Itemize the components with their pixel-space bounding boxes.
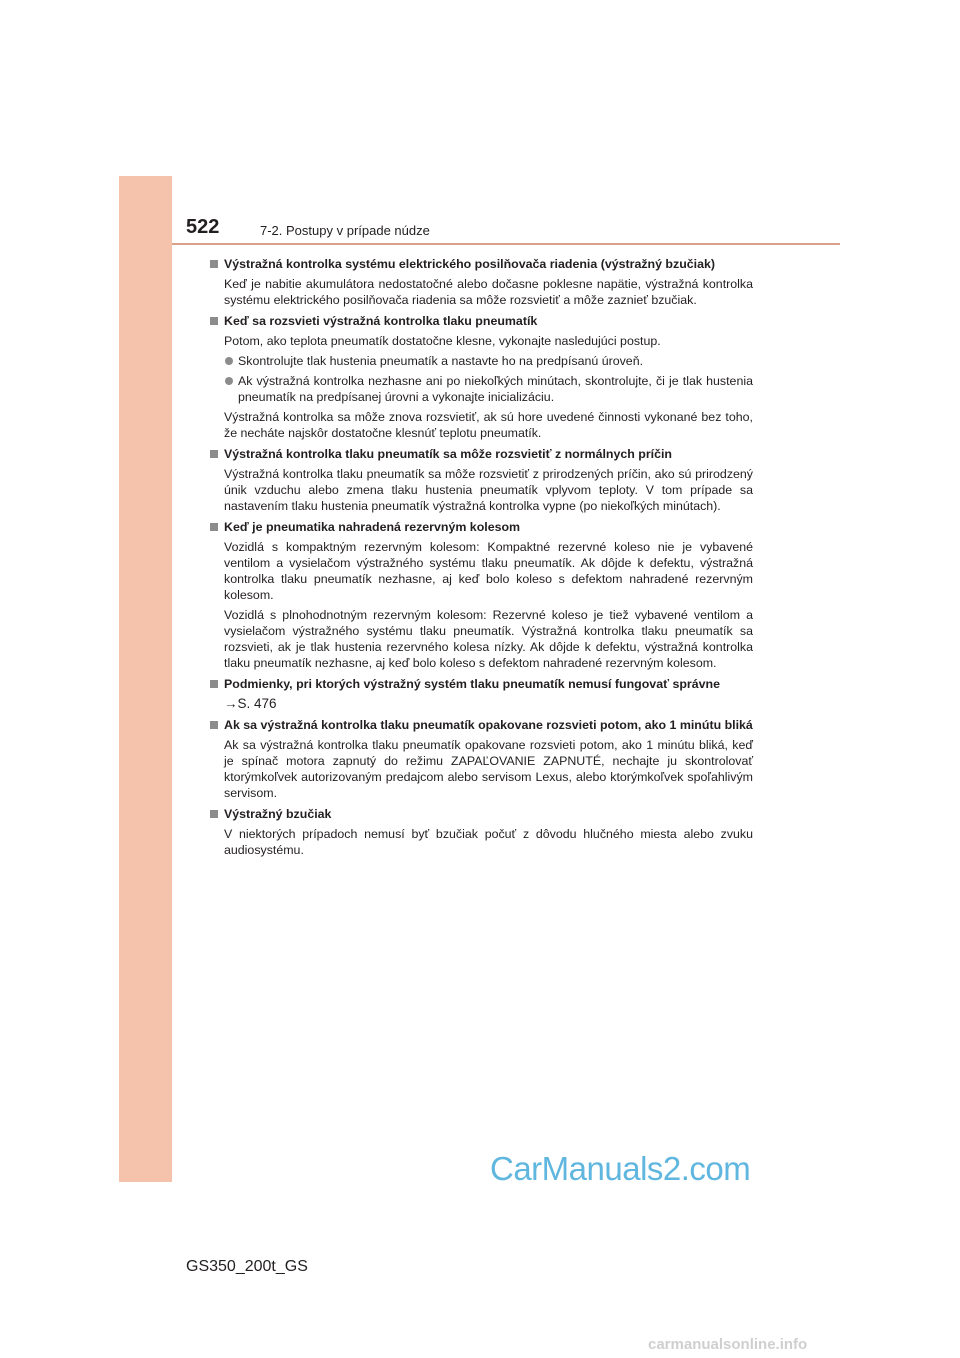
round-bullet-icon bbox=[225, 377, 233, 385]
square-bullet-icon bbox=[210, 260, 218, 268]
section-conditions bbox=[208, 676, 753, 712]
paragraph: Výstražná kontrolka tlaku pneumatík sa môže rozsvietiť z prirodzených príčin, ako sú prirodzený únik vzduchu alebo zmena tlaku hustenia pneumatík vplyvom teploty. V tom prípade sa nastavením tlaku hustenia pneumatík výstražná kontrolka vypne (po niekoľkých minútach). bbox=[224, 467, 753, 513]
page-number: 522 bbox=[186, 216, 220, 238]
paragraph: Vozidlá s kompaktným rezervným kolesom: Kompaktné rezervné koleso nie je vybavené ventilom a vysielačom výstražného systému tlaku pneumatík. Ak dôjde k defektu, výstražná kontrolka tlaku pneumatík nezhasne, aj keď bolo koleso s defektom nahradené rezervným kolesom. bbox=[224, 540, 753, 602]
paragraph: Výstražná kontrolka sa môže znova rozsvietiť, ak sú hore uvedené činnosti vykonané bez toho, že necháte najskôr dostatočne klesnúť teplotu pneumatík. bbox=[224, 410, 753, 440]
paragraph: Keď je nabitie akumulátora nedostatočné alebo dočasne poklesne napätie, výstražná kontrolka systému elektrického posilňovača riadenia sa môže rozsvietiť a môže zaznieť bzučiak. bbox=[224, 277, 753, 307]
bullet-item: Skontrolujte tlak hustenia pneumatík a nastavte ho na predpísanú úroveň. bbox=[208, 353, 753, 369]
section-heading: Výstražná kontrolka systému elektrického posilňovača riadenia (výstražný bzučiak) bbox=[208, 256, 753, 272]
section-heading: Ak sa výstražná kontrolka tlaku pneumatík opakovane rozsvieti potom, ako 1 minútu bliká bbox=[208, 717, 753, 733]
section-heading: Keď je pneumatika nahradená rezervným kolesom bbox=[208, 519, 753, 535]
section-warning-buzzer bbox=[208, 806, 753, 858]
side-tab-bar bbox=[119, 176, 172, 1182]
page-reference-link[interactable]: →S. 476 bbox=[224, 696, 277, 711]
paragraph: Ak sa výstražná kontrolka tlaku pneumatík opakovane rozsvieti potom, ako 1 minútu bliká, keď je spínač motora zapnutý do režimu ZAPAĽOVANIE ZAPNUTÉ, nechajte ju skontrolovať ktorýmkoľvek autorizovaným predajcom alebo servisom Lexus, alebo ktorýmkoľvek spoľahlivým servisom. bbox=[224, 738, 753, 800]
square-bullet-icon bbox=[210, 523, 218, 531]
paragraph: V niektorých prípadoch nemusí byť bzučiak počuť z dôvodu hlučného miesta alebo zvuku audiosystému. bbox=[224, 827, 753, 857]
square-bullet-icon bbox=[210, 810, 218, 818]
section-heading: Keď sa rozsvieti výstražná kontrolka tlaku pneumatík bbox=[208, 313, 753, 329]
section-repeated-flashing bbox=[208, 717, 753, 801]
model-code: GS350_200t_GS bbox=[186, 1258, 308, 1275]
section-heading: Podmienky, pri ktorých výstražný systém tlaku pneumatík nemusí fungovať správne bbox=[208, 676, 753, 692]
section-normal-causes bbox=[208, 446, 753, 514]
page-content bbox=[208, 256, 753, 863]
watermark-logo: CarManuals2.com bbox=[490, 1150, 751, 1187]
paragraph: Vozidlá s plnohodnotným rezervným kolesom: Rezervné koleso je tiež vybavené ventilom a vysielačom výstražného systému tlaku pneumatík. Výstražná kontrolka tlaku pneumatík sa rozsvieti, ak je tlak hustenia rezervného kolesa nízky. Ak dôjde k defektu, výstražná kontrolka tlaku pneumatík nezhasne, aj keď bolo koleso s defektom nahradené rezervným kolesom. bbox=[224, 608, 753, 670]
section-spare-wheel bbox=[208, 519, 753, 671]
footer-url: carmanualsonline.info bbox=[648, 1336, 808, 1353]
square-bullet-icon bbox=[210, 450, 218, 458]
square-bullet-icon bbox=[210, 721, 218, 729]
section-heading: Výstražný bzučiak bbox=[208, 806, 753, 822]
square-bullet-icon bbox=[210, 317, 218, 325]
section-eps-warning bbox=[208, 256, 753, 308]
bullet-item: Ak výstražná kontrolka nezhasne ani po niekoľkých minútach, skontrolujte, či je tlak hustenia pneumatík na predpísanej úrovni a vykonajte inicializáciu. bbox=[208, 373, 753, 405]
paragraph: Potom, ako teplota pneumatík dostatočne klesne, vykonajte nasledujúci postup. bbox=[224, 334, 661, 348]
section-title: 7-2. Postupy v prípade núdze bbox=[260, 223, 430, 238]
round-bullet-icon bbox=[225, 357, 233, 365]
header-divider bbox=[172, 243, 840, 245]
section-heading: Výstražná kontrolka tlaku pneumatík sa môže rozsvietiť z normálnych príčin bbox=[208, 446, 753, 462]
square-bullet-icon bbox=[210, 680, 218, 688]
section-tire-pressure-light bbox=[208, 313, 753, 441]
